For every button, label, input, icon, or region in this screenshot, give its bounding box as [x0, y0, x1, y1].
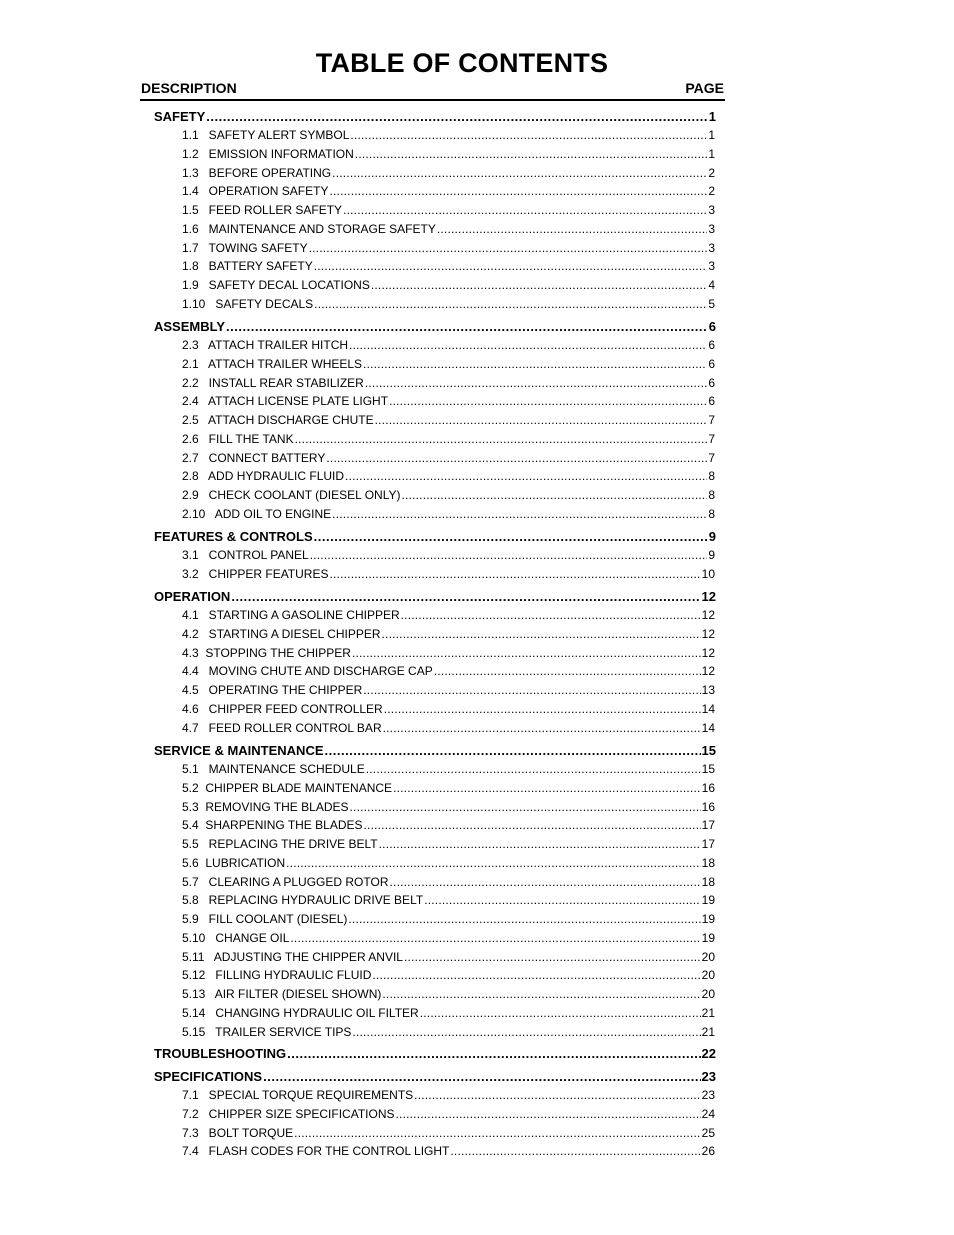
toc-subsection[interactable]	[182, 128, 715, 142]
toc-subsection-page: 14	[701, 701, 715, 716]
toc-subsection-label: 4.7 FEED ROLLER CONTROL BAR	[182, 720, 382, 735]
toc-subsection-label: 5.8 REPLACING HYDRAULIC DRIVE BELT	[182, 893, 424, 908]
toc-subsection-page: 8	[708, 469, 715, 484]
toc-subsection-label: 1.1 SAFETY ALERT SYMBOL	[182, 128, 350, 142]
dot-leader	[350, 128, 707, 142]
dot-leader	[325, 743, 701, 758]
dot-leader	[352, 1025, 700, 1039]
dot-leader	[350, 800, 701, 814]
toc-subsection-page: 12	[701, 664, 715, 679]
toc-subsection-label: 5.15 TRAILER SERVICE TIPS	[182, 1024, 352, 1039]
toc-subsection-page: 6	[708, 338, 715, 352]
dot-leader	[420, 1006, 701, 1020]
toc-section-label: SPECIFICATIONS	[154, 1069, 263, 1084]
dot-leader	[364, 818, 701, 832]
dot-leader	[206, 109, 707, 124]
dot-leader	[343, 203, 707, 217]
toc-subsection[interactable]	[182, 837, 715, 851]
toc-section-label: SERVICE & MAINTENANCE	[154, 743, 324, 758]
dot-leader	[329, 567, 700, 581]
toc-subsection-page: 7	[708, 450, 715, 465]
toc-subsection[interactable]	[182, 469, 715, 483]
toc-subsection-page: 18	[701, 855, 715, 870]
toc-section[interactable]	[154, 109, 716, 124]
toc-subsection-page: 26	[701, 1144, 715, 1159]
toc-subsection[interactable]	[182, 781, 715, 795]
toc-subsection[interactable]	[182, 721, 715, 735]
toc-subsection[interactable]	[182, 548, 715, 562]
toc-subsection[interactable]	[182, 297, 715, 311]
toc-subsection-label: 1.5 FEED ROLLER SAFETY	[182, 203, 343, 217]
toc-subsection[interactable]	[182, 394, 715, 408]
toc-subsection[interactable]	[182, 702, 715, 716]
toc-section-page: 23	[701, 1069, 716, 1084]
toc-subsection[interactable]	[182, 376, 715, 390]
toc-subsection-label: 5.4 SHARPENING THE BLADES	[182, 818, 363, 833]
toc-subsection[interactable]	[182, 222, 715, 236]
dot-leader	[231, 589, 700, 604]
toc-subsection[interactable]	[182, 1025, 715, 1039]
toc-subsection-label: 7.3 BOLT TORQUE	[182, 1125, 294, 1140]
dot-leader	[404, 950, 701, 964]
dot-leader	[287, 1046, 700, 1061]
toc-section[interactable]	[154, 743, 716, 758]
toc-subsection-page: 3	[708, 221, 715, 236]
toc-subsection-label: 2.8 ADD HYDRAULIC FLUID	[182, 469, 345, 484]
toc-subsection-label: 5.1 MAINTENANCE SCHEDULE	[182, 762, 365, 776]
toc-subsection-page: 10	[701, 566, 715, 581]
toc-subsection-label: 1.7 TOWING SAFETY	[182, 240, 308, 255]
toc-subsection-page: 12	[701, 645, 715, 660]
toc-subsection-label: 3.1 CONTROL PANEL	[182, 548, 309, 562]
toc-subsection[interactable]	[182, 800, 715, 814]
toc-subsection[interactable]	[182, 567, 715, 581]
dot-leader	[349, 338, 707, 352]
toc-subsection-page: 7	[708, 431, 715, 446]
toc-subsection-page: 2	[708, 184, 715, 199]
toc-section-label: ASSEMBLY	[154, 319, 226, 334]
toc-subsection-page: 19	[701, 930, 715, 945]
toc-section-page: 6	[708, 319, 716, 334]
dot-leader	[384, 702, 701, 716]
toc-subsection-label: 1.2 EMISSION INFORMATION	[182, 146, 354, 161]
dot-leader	[295, 432, 708, 446]
page-column-header: PAGE	[685, 80, 724, 96]
toc-subsection-page: 24	[701, 1106, 715, 1121]
toc-section[interactable]	[154, 529, 716, 544]
toc-subsection-label: 5.6 LUBRICATION	[182, 855, 286, 870]
toc-subsection[interactable]	[182, 646, 715, 660]
toc-subsection-label: 2.10 ADD OIL TO ENGINE	[182, 506, 332, 521]
toc-subsection-label: 2.4 ATTACH LICENSE PLATE LIGHT	[182, 394, 389, 409]
dot-leader	[450, 1144, 700, 1158]
toc-subsection-page: 6	[708, 356, 715, 371]
toc-subsection[interactable]	[182, 627, 715, 641]
toc-subsection-label: 4.3 STOPPING THE CHIPPER	[182, 645, 351, 660]
toc-subsection[interactable]	[182, 488, 715, 502]
dot-leader	[355, 147, 708, 161]
toc-subsection-page: 6	[708, 375, 715, 390]
toc-subsection-label: 2.6 FILL THE TANK	[182, 431, 294, 446]
toc-subsection-label: 5.14 CHANGING HYDRAULIC OIL FILTER	[182, 1005, 419, 1020]
toc-subsection-page: 3	[708, 240, 715, 255]
toc-subsection[interactable]	[182, 357, 715, 371]
toc-subsection-page: 23	[701, 1088, 715, 1102]
toc-section-label: FEATURES & CONTROLS	[154, 529, 313, 544]
toc-subsection-page: 19	[701, 912, 715, 926]
toc-subsection[interactable]	[182, 278, 715, 292]
toc-subsection[interactable]	[182, 893, 715, 907]
toc-subsection-label: 2.2 INSTALL REAR STABILIZER	[182, 375, 364, 390]
dot-leader	[348, 912, 700, 926]
toc-subsection-label: 5.2 CHIPPER BLADE MAINTENANCE	[182, 780, 393, 795]
toc-subsection-page: 14	[701, 720, 715, 735]
toc-subsection-label: 2.5 ATTACH DISCHARGE CHUTE	[182, 413, 374, 427]
dot-leader	[437, 222, 707, 236]
toc-section[interactable]	[154, 319, 716, 334]
toc-subsection-page: 16	[701, 780, 715, 795]
dot-leader	[424, 893, 700, 907]
toc-subsection[interactable]	[182, 413, 715, 427]
toc-subsection-label: 1.10 SAFETY DECALS	[182, 296, 314, 311]
toc-subsection-label: 5.10 CHANGE OIL	[182, 930, 290, 945]
toc-subsection[interactable]	[182, 241, 715, 255]
toc-subsection-page: 3	[708, 203, 715, 217]
toc-subsection[interactable]	[182, 203, 715, 217]
toc-section-label: OPERATION	[154, 589, 231, 604]
toc-subsection-label: 7.1 SPECIAL TORQUE REQUIREMENTS	[182, 1088, 414, 1102]
toc-subsection-label: 7.4 FLASH CODES FOR THE CONTROL LIGHT	[182, 1144, 450, 1159]
toc-subsection-page: 6	[708, 394, 715, 409]
dot-leader	[372, 968, 700, 982]
toc-subsection-page: 2	[708, 165, 715, 180]
dot-leader	[286, 856, 701, 870]
dot-leader	[263, 1069, 700, 1084]
toc-subsection-label: 1.8 BATTERY SAFETY	[182, 259, 313, 274]
toc-subsection-page: 20	[701, 949, 715, 964]
dot-leader	[226, 319, 708, 334]
toc-subsection-page: 4	[708, 278, 715, 292]
toc-section-page: 1	[708, 109, 716, 124]
toc-subsection-page: 16	[701, 799, 715, 814]
toc-subsection[interactable]	[182, 147, 715, 161]
toc-subsection-label: 2.7 CONNECT BATTERY	[182, 450, 326, 465]
toc-subsection-label: 5.12 FILLING HYDRAULIC FLUID	[182, 968, 372, 983]
dot-leader	[393, 781, 701, 795]
toc-section-label: TROUBLESHOOTING	[154, 1046, 287, 1061]
toc-subsection-label: 4.2 STARTING A DIESEL CHIPPER	[182, 626, 381, 641]
dot-leader	[401, 608, 701, 622]
dot-leader	[363, 357, 707, 371]
toc-subsection[interactable]	[182, 1144, 715, 1158]
dot-leader	[326, 451, 707, 465]
toc-subsection-label: 2.3 ATTACH TRAILER HITCH	[182, 338, 349, 352]
toc-subsection-label: 5.7 CLEARING A PLUGGED ROTOR	[182, 874, 389, 889]
toc-subsection-page: 1	[708, 128, 715, 142]
toc-subsection[interactable]	[182, 683, 715, 697]
toc-subsection-label: 4.6 CHIPPER FEED CONTROLLER	[182, 701, 383, 716]
page-title: TABLE OF CONTENTS	[315, 48, 609, 78]
toc-subsection-page: 17	[701, 818, 715, 833]
dot-leader	[309, 241, 708, 255]
toc-subsection-page: 5	[708, 296, 715, 311]
toc-subsection[interactable]	[182, 338, 715, 352]
toc-subsection-page: 1	[708, 146, 715, 161]
toc-subsection-label: 5.5 REPLACING THE DRIVE BELT	[182, 837, 378, 851]
dot-leader	[294, 1126, 700, 1140]
toc-subsection-page: 19	[701, 893, 715, 908]
dot-leader	[379, 837, 701, 851]
toc-subsection-page: 20	[701, 968, 715, 983]
toc-subsection[interactable]	[182, 856, 715, 870]
toc-subsection-label: 5.11 ADJUSTING THE CHIPPER ANVIL	[182, 949, 403, 964]
dot-leader	[382, 987, 700, 1001]
toc-section-page: 22	[701, 1046, 716, 1061]
header-divider	[140, 99, 725, 101]
toc-subsection[interactable]	[182, 950, 715, 964]
toc-subsection-page: 20	[701, 987, 715, 1001]
toc-subsection-page: 25	[701, 1125, 715, 1140]
dot-leader	[366, 762, 701, 776]
toc-section[interactable]	[154, 1046, 716, 1061]
toc-subsection-page: 3	[708, 259, 715, 274]
toc-subsection[interactable]	[182, 1006, 715, 1020]
toc-subsection-label: 2.9 CHECK COOLANT (DIESEL ONLY)	[182, 488, 401, 502]
toc-subsection-label: 4.5 OPERATING THE CHIPPER	[182, 683, 363, 697]
toc-subsection-label: 1.6 MAINTENANCE AND STORAGE SAFETY	[182, 221, 436, 236]
toc-section[interactable]	[154, 589, 716, 604]
dot-leader	[329, 184, 707, 198]
toc-subsection[interactable]	[182, 1126, 715, 1140]
dot-leader	[345, 469, 707, 483]
dot-leader	[332, 166, 707, 180]
toc-subsection[interactable]	[182, 818, 715, 832]
dot-leader	[363, 683, 700, 697]
toc-section[interactable]	[154, 1069, 716, 1084]
toc-subsection-page: 18	[701, 874, 715, 889]
toc-subsection[interactable]	[182, 762, 715, 776]
dot-leader	[310, 548, 708, 562]
dot-leader	[414, 1088, 700, 1102]
toc-subsection-page: 21	[701, 1005, 715, 1020]
toc-subsection-label: 1.9 SAFETY DECAL LOCATIONS	[182, 278, 370, 292]
dot-leader	[402, 488, 708, 502]
toc-subsection-page: 12	[701, 626, 715, 641]
toc-subsection[interactable]	[182, 1088, 715, 1102]
toc-subsection-label: 2.1 ATTACH TRAILER WHEELS	[182, 356, 363, 371]
toc-subsection-page: 15	[701, 762, 715, 776]
dot-leader	[382, 627, 701, 641]
toc-subsection[interactable]	[182, 912, 715, 926]
toc-subsection[interactable]	[182, 608, 715, 622]
toc-subsection[interactable]	[182, 968, 715, 982]
toc-subsection[interactable]	[182, 259, 715, 273]
toc-subsection-label: 4.4 MOVING CHUTE AND DISCHARGE CAP	[182, 664, 433, 679]
toc-subsection-page: 7	[708, 413, 715, 427]
toc-section-page: 9	[708, 529, 716, 544]
dot-leader	[314, 529, 708, 544]
toc-subsection-page: 13	[701, 683, 715, 697]
toc-subsection[interactable]	[182, 184, 715, 198]
toc-subsection[interactable]	[182, 451, 715, 465]
toc-subsection-label: 7.2 CHIPPER SIZE SPECIFICATIONS	[182, 1106, 395, 1121]
toc-subsection[interactable]	[182, 931, 715, 945]
toc-section-label: SAFETY	[154, 109, 206, 124]
toc-subsection-page: 17	[701, 837, 715, 851]
toc-subsection-label: 4.1 STARTING A GASOLINE CHIPPER	[182, 608, 400, 622]
toc-subsection-page: 12	[701, 608, 715, 622]
dot-leader	[314, 297, 707, 311]
dot-leader	[352, 646, 701, 660]
toc-subsection-page: 8	[708, 488, 715, 502]
toc-section-page: 15	[701, 743, 716, 758]
description-column-header: DESCRIPTION	[141, 80, 237, 96]
toc-subsection[interactable]	[182, 432, 715, 446]
dot-leader	[434, 664, 701, 678]
toc-subsection[interactable]	[182, 875, 715, 889]
toc-subsection-label: 1.4 OPERATION SAFETY	[182, 184, 329, 199]
toc-subsection-page: 8	[708, 506, 715, 521]
dot-leader	[389, 394, 707, 408]
toc-subsection-label: 5.3 REMOVING THE BLADES	[182, 799, 349, 814]
toc-subsection-label: 3.2 CHIPPER FEATURES	[182, 566, 329, 581]
toc-subsection[interactable]	[182, 166, 715, 180]
toc-subsection-label: 1.3 BEFORE OPERATING	[182, 165, 332, 180]
dot-leader	[375, 413, 708, 427]
dot-leader	[332, 507, 707, 521]
dot-leader	[365, 376, 707, 390]
toc-subsection[interactable]	[182, 987, 715, 1001]
toc-subsection[interactable]	[182, 507, 715, 521]
dot-leader	[383, 721, 701, 735]
toc-subsection-page: 9	[708, 548, 715, 562]
toc-section-page: 12	[701, 589, 716, 604]
toc-subsection-page: 21	[701, 1024, 715, 1039]
toc-subsection[interactable]	[182, 664, 715, 678]
toc-subsection-label: 5.9 FILL COOLANT (DIESEL)	[182, 912, 348, 926]
toc-subsection-label: 5.13 AIR FILTER (DIESEL SHOWN)	[182, 987, 382, 1001]
toc-subsection[interactable]	[182, 1107, 715, 1121]
dot-leader	[371, 278, 707, 292]
dot-leader	[396, 1107, 701, 1121]
dot-leader	[314, 259, 708, 273]
dot-leader	[290, 931, 700, 945]
dot-leader	[390, 875, 701, 889]
